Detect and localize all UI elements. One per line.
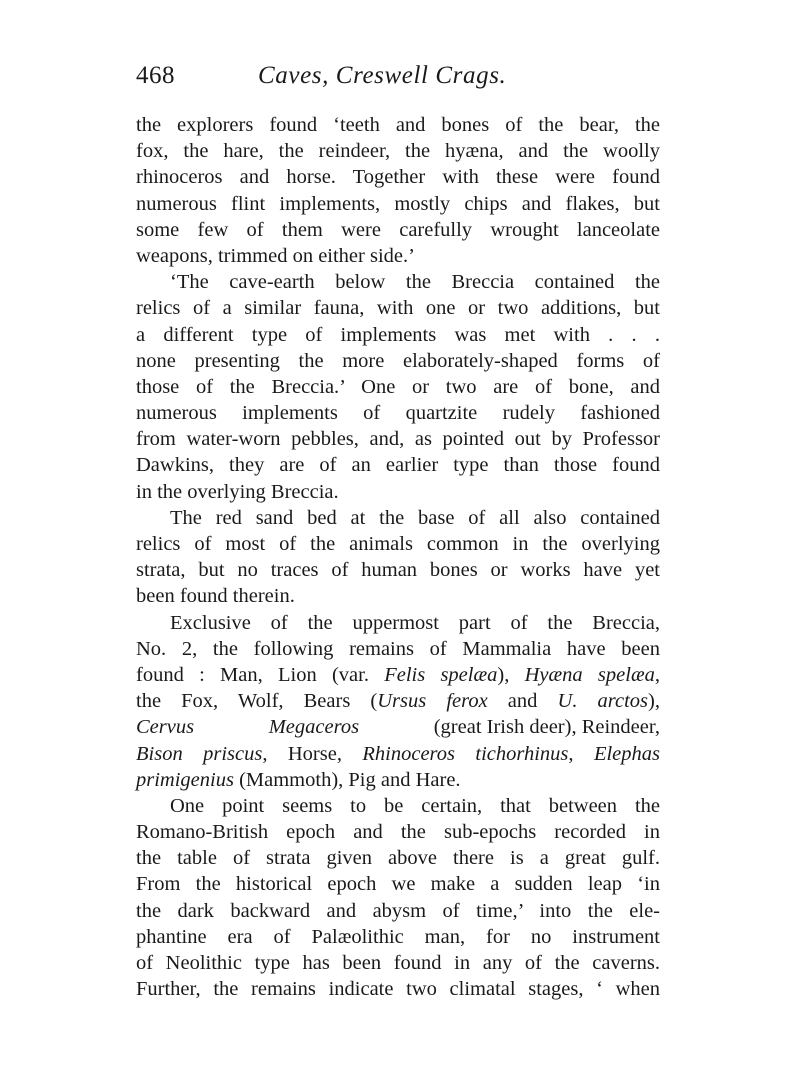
text-line: weapons, trimmed on either side.’: [136, 244, 415, 267]
text-line: ‘The cave-earth below the Breccia contained the: [170, 271, 660, 294]
text-run: ,: [568, 742, 594, 765]
text-line: [136, 714, 660, 740]
species-name: Bison priscus: [136, 742, 263, 765]
text-line: [136, 767, 660, 793]
text-line: been found therein.: [136, 585, 295, 608]
running-head: Caves, Creswell Crags.: [258, 62, 507, 89]
text-line: some few of them were carefully wrought lanceolate: [136, 218, 660, 241]
text-line: the table of strata given above there is a great gulf.: [136, 847, 660, 870]
text-line: a different type of implements was met with . . .: [136, 323, 660, 346]
text-line: numerous implements of quartzite rudely fashioned: [136, 402, 660, 425]
text-line: from water-worn pebbles, and, as pointed out by Professor: [136, 428, 660, 451]
text-line: [136, 662, 660, 688]
text-run: (Mammoth), Pig and Hare.: [233, 768, 461, 791]
text-run: ,: [654, 663, 660, 686]
text-line: numerous flint implements, mostly chips and flakes, but: [136, 192, 660, 215]
text-line: phantine era of Palæolithic man, for no instrument: [136, 925, 660, 948]
text-line: of Neolithic type has been found in any of the caverns.: [136, 952, 660, 974]
text-line: relics of a similar fauna, with one or two additions, but: [136, 297, 660, 320]
text-line: none presenting the more elaborately-shaped forms of: [136, 349, 660, 372]
text-run: (great Irish deer), Reindeer,: [433, 716, 660, 739]
text-line: relics of most of the animals common in the overlying: [136, 533, 660, 555]
text-line: strata, but no traces of human bones or works have yet: [136, 559, 660, 582]
text-run: found : Man, Lion (var.: [136, 663, 385, 686]
species-name: Felis spelæa: [384, 663, 498, 686]
text-line: The red sand bed at the base of all also contained: [170, 506, 660, 529]
text-line: [136, 741, 660, 767]
page-header: [136, 62, 660, 102]
text-run: and: [487, 690, 558, 713]
text-run: the Fox, Wolf, Bears (: [136, 690, 378, 713]
text-line: Exclusive of the uppermost part of the Breccia,: [170, 611, 660, 634]
species-name: Hyæna spelæa: [524, 663, 655, 686]
text-line: [136, 688, 660, 714]
text-line: Dawkins, they are of an earlier type than those found: [136, 454, 660, 477]
text-run: ),: [497, 663, 525, 686]
species-name: Rhinoceros tichorhinus: [362, 742, 569, 765]
text-line: No. 2, the following remains of Mammalia have been: [136, 637, 660, 660]
text-line: fox, the hare, the reindeer, the hyæna, and the woolly: [136, 140, 660, 163]
text-line: in the overlying Breccia.: [136, 480, 339, 503]
body-text: [136, 112, 660, 1002]
text-line: From the historical epoch we make a sudden leap ‘in: [136, 873, 660, 896]
text-line: Romano-British epoch and the sub-epochs recorded in: [136, 821, 660, 844]
text-line: those of the Breccia.’ One or two are of bone, and: [136, 375, 660, 398]
species-name: Megaceros: [268, 716, 360, 739]
species-name: Ursus ferox: [377, 690, 488, 713]
species-name: Elephas: [593, 742, 660, 765]
text-run: ),: [648, 690, 660, 713]
species-name: Cervus: [136, 716, 195, 739]
page-number: 468: [136, 62, 175, 89]
text-line: One point seems to be certain, that between the: [170, 794, 660, 817]
text-line: Further, the remains indicate two climatal stages, ‘ when: [136, 978, 660, 1001]
text-run: , Horse,: [262, 742, 363, 765]
text-line: the explorers found ‘teeth and bones of the bear, the: [136, 114, 660, 136]
text-line: the dark backward and abysm of time,’ into the ele-: [136, 899, 660, 922]
species-name: U. arctos: [557, 690, 649, 713]
text-line: rhinoceros and horse. Together with these were found: [136, 166, 660, 189]
species-name: primigenius: [136, 768, 234, 791]
